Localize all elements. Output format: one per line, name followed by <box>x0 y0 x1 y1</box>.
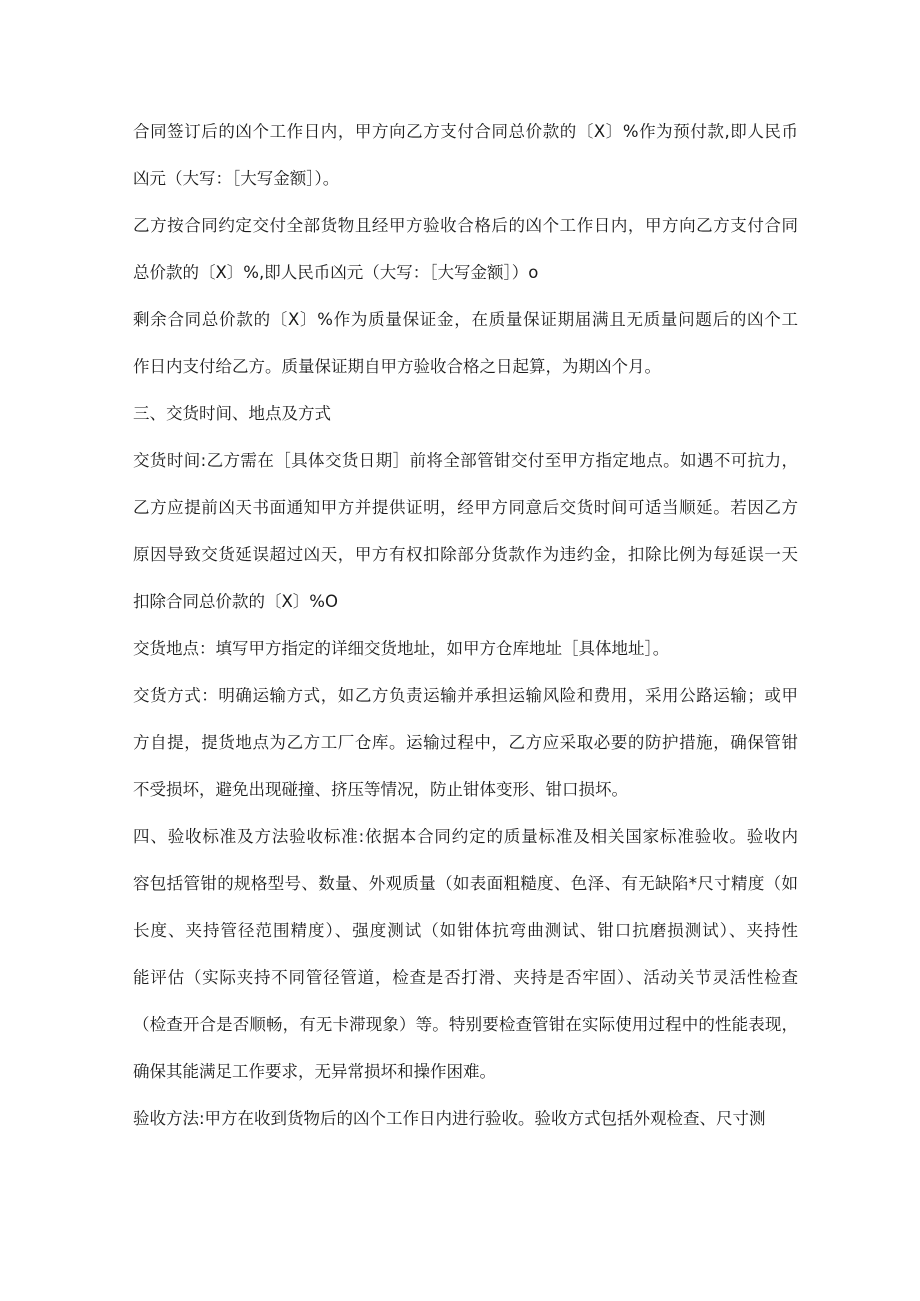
text-line: 方自提，提货地点为乙方工厂仓库。运输过程中，乙方应采取必要的防护措施，确保管钳 <box>133 733 798 752</box>
text-line: 交货时间:乙方需在［具体交货日期］前将全部管钳交付至甲方指定地点。如遇不可抗力， <box>133 451 798 470</box>
text-line: 交货方式：明确运输方式，如乙方负责运输并承担运输风险和费用，采用公路运输；或甲 <box>133 686 798 705</box>
text-line: 确保其能满足工作要求，无异常损坏和操作困难。 <box>133 1062 496 1081</box>
text-line: 作日内支付给乙方。质量保证期自甲方验收合格之日起算，为期凶个月。 <box>133 357 661 376</box>
document-body <box>133 108 798 1142</box>
text-line: 剩余合同总价款的〔X〕%作为质量保证金，在质量保证期届满且无质量问题后的凶个工 <box>133 310 798 329</box>
paragraph-delivery-payment <box>133 202 798 296</box>
text-line: 容包括管钳的规格型号、数量、外观质量（如表面粗糙度、色泽、有无缺陷*尺寸精度（如 <box>133 874 798 893</box>
paragraph-delivery-location <box>133 625 798 672</box>
paragraph-delivery-method <box>133 672 798 813</box>
text-line: 四、验收标准及方法验收标准:依据本合同约定的质量标准及相关国家标准验收。验收内 <box>133 827 798 846</box>
text-line: 凶元（大写：［大写金额］）。 <box>133 169 340 188</box>
text-line: 总价款的〔X〕%,即人民币凶元（大写：［大写金额］）o <box>133 263 539 282</box>
text-line: 乙方应提前凶天书面通知甲方并提供证明，经甲方同意后交货时间可适当顺延。若因乙方 <box>133 498 798 517</box>
text-line: 三、交货时间、地点及方式 <box>133 404 331 423</box>
text-line: 不受损坏，避免出现碰撞、挤压等情况，防止钳体变形、钳口损坏。 <box>133 780 628 799</box>
text-line: 能评估（实际夹持不同管径管道，检查是否打滑、夹持是否牢固）、活动关节灵活性检查 <box>133 968 798 987</box>
text-line: 原因导致交货延误超过凶天，甲方有权扣除部分货款作为违约金，扣除比例为每延误一天 <box>133 545 798 564</box>
text-line: 交货地点：填写甲方指定的详细交货地址，如甲方仓库地址［具体地址］。 <box>133 639 670 658</box>
text-line: （检查开合是否顺畅，有无卡滞现象）等。特别要检查管钳在实际使用过程中的性能表现， <box>133 1015 798 1034</box>
paragraph-section-3-heading <box>133 390 798 437</box>
paragraph-warranty-deposit <box>133 296 798 390</box>
text-line: 扣除合同总价款的〔X〕%O <box>133 592 338 611</box>
text-line: 长度、夹持管径范围精度）、强度测试（如钳体抗弯曲测试、钳口抗磨损测试）、夹持性 <box>133 921 798 940</box>
paragraph-acceptance-method <box>133 1095 798 1142</box>
paragraph-advance-payment <box>133 108 798 202</box>
text-line: 乙方按合同约定交付全部货物且经甲方验收合格后的凶个工作日内，甲方向乙方支付合同 <box>133 216 798 235</box>
paragraph-delivery-time <box>133 437 798 625</box>
paragraph-section-4-acceptance-standard <box>133 813 798 1095</box>
text-line: 验收方法:甲方在收到货物后的凶个工作日内进行验收。验收方式包括外观检查、尺寸测 <box>133 1109 766 1128</box>
text-line: 合同签订后的凶个工作日内，甲方向乙方支付合同总价款的〔X〕%作为预付款,即人民币 <box>133 122 798 141</box>
